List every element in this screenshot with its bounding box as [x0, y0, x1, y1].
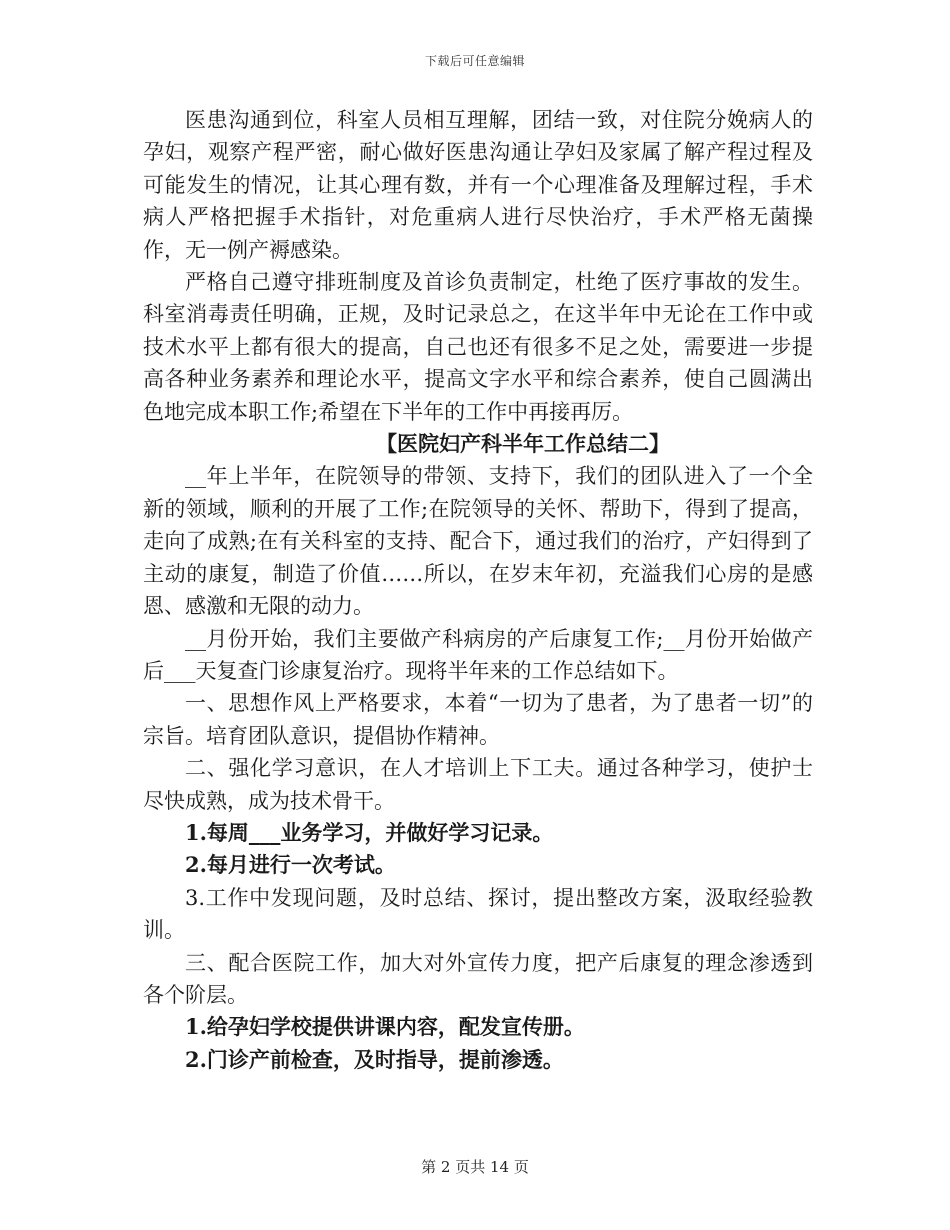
paragraph: 二、强化学习意识，在人才培训上下工夫。通过各种学习，使护士尽快成熟，成为技术骨干。: [143, 756, 813, 813]
page-footer: 第 2 页共 14 页: [421, 1158, 529, 1176]
page-header: 下载后可任意编辑: [424, 54, 525, 68]
list-item: 3.工作中发现问题，及时总结、探讨，提出整改方案，汲取经验教训。: [143, 885, 813, 943]
paragraph: 医患沟通到位，科室人员相互理解，团结一致，对住院分娩病人的孕妇，观察产程严密，耐心做好医患沟通让孕妇及家属了解产程过程及可能发生的情况，让其心理有数，并有一个心理准备及理解过程，手术病人严格把握手术指针，对危重病人进行尽快治疗，手术严格无菌操作，无一例产褥感染。: [143, 108, 813, 262]
paragraph: 严格自己遵守排班制度及首诊负责制定，杜绝了医疗事故的发生。科室消毒责任明确，正规，及时记录总之，在这半年中无论在工作中或技术水平上都有很大的提高，自己也还有很多不足之处，需要进一步提高各种业务素养和理论水平，提高文字水平和综合素养，使自己圆满出色地完成本职工作;希望在下半年的工作中再接再厉。: [143, 270, 813, 424]
list-item: 1.给孕妇学校提供讲课内容，配发宣传册。: [185, 1014, 585, 1040]
list-item: 1.每周___业务学习，并做好学习记录。: [185, 819, 554, 845]
list-item: 2.每月进行一次考试。: [185, 852, 396, 878]
list-item: 2.门诊产前检查，及时指导，提前渗透。: [185, 1046, 564, 1072]
paragraph: __月份开始，我们主要做产科病房的产后康复工作;__月份开始做产后___天复查门诊康复治疗。现将半年来的工作总结如下。: [143, 626, 813, 683]
paragraph: 三、配合医院工作，加大对外宣传力度，把产后康复的理念渗透到各个阶层。: [143, 950, 813, 1007]
document-body: [143, 104, 813, 1076]
paragraph: __年上半年，在院领导的带领、支持下，我们的团队进入了一个全新的领域，顺利的开展了工作;在院领导的关怀、帮助下，得到了提高，走向了成熟;在有关科室的支持、配合下，通过我们的治疗，产妇得到了主动的康复，制造了价值……所以，在岁末年初，充溢我们心房的是感恩、感激和无限的动力。: [143, 464, 813, 619]
paragraph: 一、思想作风上严格要求，本着“一切为了患者，为了患者一切”的宗旨。培育团队意识，提倡协作精神。: [143, 691, 813, 748]
section-title: 【医院妇产科半年工作总结二】: [376, 431, 670, 457]
